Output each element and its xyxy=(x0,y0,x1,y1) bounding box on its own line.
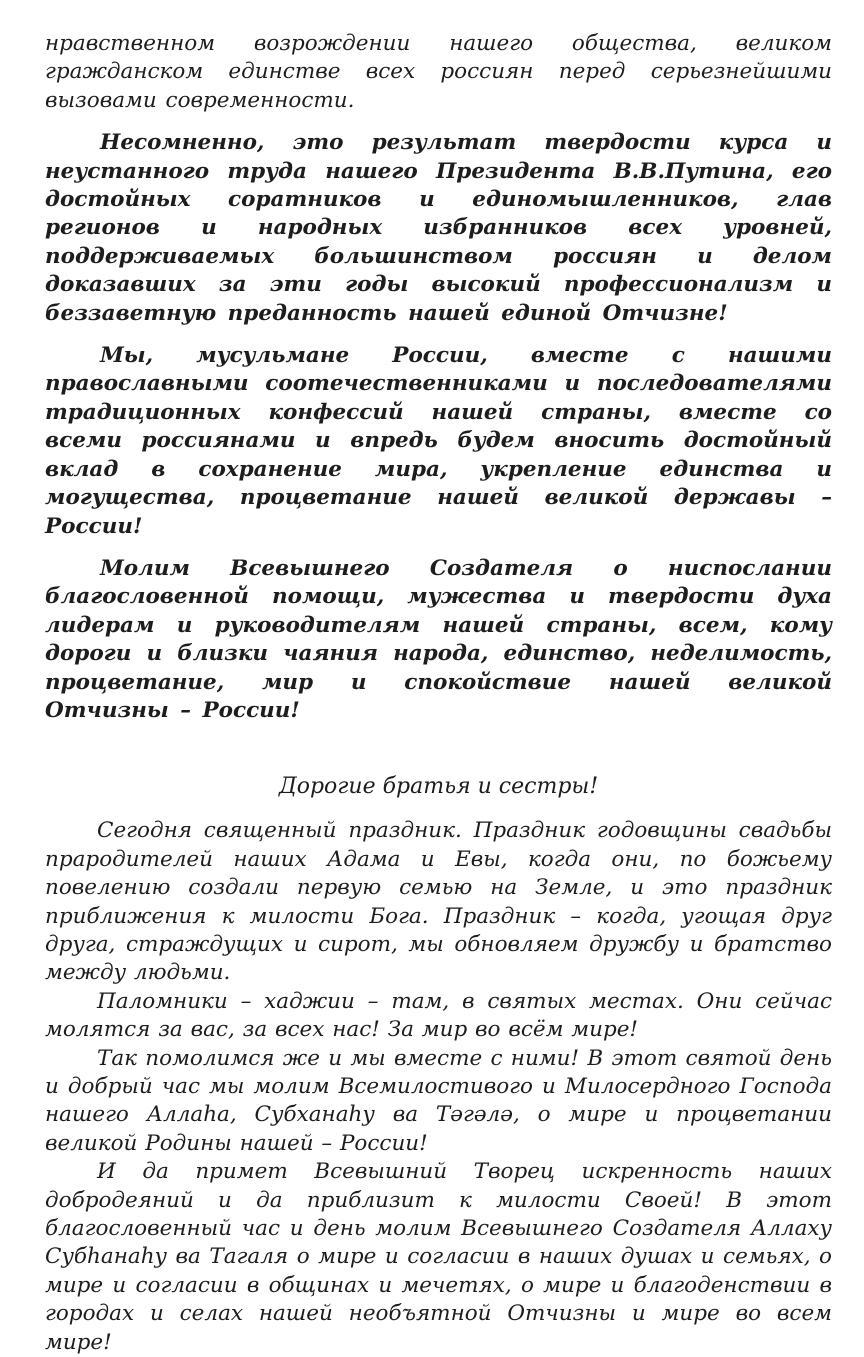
paragraph-holiday: Сегодня священный праздник. Праздник годовщины свадьбы прародителей наших Адама и Евы, когда они, по божьему повелению создали первую семью на Земле, и это праздник приближения к милости Бога. Праздник – когда, угощая друг друга, страждущих и сирот, мы обновляем дружбу и братство между людьми. xyxy=(45,818,832,986)
paragraph-joint-prayer: Так помолимся же и мы вместе с ними! В этот святой день и добрый час мы молим Всемилостивого и Милосердного Господа нашего Аллаһа, Субханаһу ва Тәгәлә, о мире и процветании великой Родины нашей – России! xyxy=(45,1045,832,1156)
paragraph-muslims-of-russia: Мы, мусульмане России, вместе с нашими православными соотечественниками и последователями традиционных конфессий нашей страны, вместе со всеми россиянами и впредь будем вносить достойный вклад в сохранение мира, укрепление единства и могущества, процветание нашей великой державы – России! xyxy=(45,343,832,539)
paragraph-pilgrims: Паломники – хаджии – там, в святых местах. Они сейчас молятся за вас, за всех нас! За мир во всём мире! xyxy=(45,988,832,1043)
paragraph-continuation: нравственном возрождении нашего общества, великом гражданском единстве всех россиян перед серьезнейшими вызовами современности. xyxy=(45,31,832,113)
section-heading: Дорогие братья и сестры! xyxy=(278,774,599,800)
paragraph-gratitude: Несомненно, это результат твердости курса и неустанного труда нашего Президента В.В.Путина, его достойных соратников и единомышленников, глав регионов и народных избранников всех уровней, поддерживаемых большинством россиян и делом доказавших за эти годы высокий профессионализм и беззаветную преданность нашей единой Отчизне! xyxy=(45,130,832,326)
paragraph-final-blessing: И да примет Всевышний Творец искренность наших добродеяний и да приблизит к милости Своей! В этот благословенный час и день молим Всевышнего Создателя Аллаху Субһанаһу ва Тагаля о мире и согласии в наших душах и семьях, о мире и согласии в общинах и мечетях, о мире и благоденствии в городах и селах нашей необъятной Отчизны и мире во всем мире! xyxy=(45,1159,832,1355)
paragraph-prayer-for-leaders: Молим Всевышнего Создателя о ниспослании благословенной помощи, мужества и твердости духа лидерам и руководителям нашей страны, всем, кому дороги и близки чаяния народа, единство, неделимость, процветание, мир и спокойствие нашей великой Отчизны – России! xyxy=(45,555,832,723)
